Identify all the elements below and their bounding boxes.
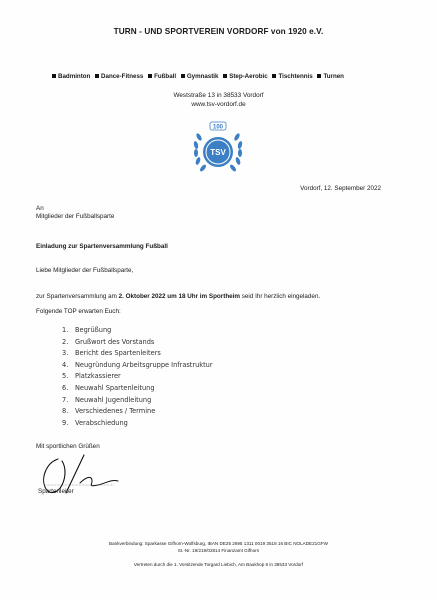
signer-role: Spartenleiter — [38, 488, 74, 495]
sports-list — [51, 73, 346, 80]
invite-prefix: zur Spartenversammlung am — [36, 293, 119, 300]
meeting-datetime: 2. Oktober 2022 um 18 Uhr im Sportheim — [118, 293, 241, 300]
square-bullet-icon — [52, 74, 56, 78]
representative: Vertreten durch die 1. Vorsitzende Torgard Liebich, Am Baukhop 6 in 38533 Vordorf — [133, 562, 304, 567]
agenda-item: 7. Neuwahl Jugendleitung — [62, 395, 152, 404]
salutation: Liebe Mitglieder der Fußballsparte, — [36, 267, 134, 274]
agenda-item: 3. Bericht des Spartenleiters — [62, 349, 161, 358]
tax-number: St.-Nr. 19/219/02814 Finanzamt Gifhorn — [177, 548, 260, 553]
logo-badge-text: 100 — [212, 124, 224, 131]
club-address: Weststraße 13 in 38533 Vordorf — [173, 92, 264, 99]
agenda-item: 1. Begrüßung — [62, 326, 112, 334]
subject-line: Einladung zur Spartenversammlung Fußball — [36, 243, 168, 250]
square-bullet-icon — [95, 74, 99, 78]
sport-item: Turnen — [316, 73, 344, 80]
sport-item: Fußball — [147, 73, 176, 80]
sport-item: Tischtennis — [271, 73, 312, 80]
agenda-item: 8. Verschiedenes / Termine — [62, 407, 156, 416]
club-website: www.tsv-vordorf.de — [191, 101, 246, 108]
place-date: Vordorf, 12. September 2022 — [300, 185, 381, 192]
sport-item: Dance-Fitness — [94, 73, 143, 80]
closing: Mit sportlichen Grüßen — [36, 443, 100, 450]
bank-details: Bankverbindung: Sparkasse Gifhorn-Wolfsburg, IBAN DE25 2695 1311 0019 3518 16 BIC NOLADE21GFW — [109, 541, 328, 546]
invite-suffix: seid Ihr herzlich eingeladen. — [240, 293, 321, 300]
square-bullet-icon — [148, 74, 152, 78]
square-bullet-icon — [317, 74, 321, 78]
club-name: TURN - UND SPORTVEREIN VORDORF von 1920 e.V. — [113, 27, 324, 36]
square-bullet-icon — [272, 74, 276, 78]
agenda-item: 6. Neuwahl Spartenleitung — [62, 383, 155, 392]
agenda-intro: Folgende TOP erwarten Euch: — [36, 308, 121, 315]
recipient: Mitglieder der Fußballsparte — [36, 213, 115, 220]
logo-text: TSV — [210, 148, 226, 157]
club-logo — [190, 121, 246, 179]
invitation-sentence — [36, 293, 320, 300]
agenda-item: 4. Neugründung Arbeitsgruppe Infrastruktur — [62, 360, 213, 369]
to-label: An — [36, 205, 44, 212]
agenda-list — [62, 325, 213, 429]
agenda-item: 9. Verabschiedung — [62, 418, 128, 427]
agenda-item: 5. Platzkassierer — [62, 372, 121, 381]
square-bullet-icon — [223, 74, 227, 78]
square-bullet-icon — [181, 74, 185, 78]
sport-item: Step-Aerobic — [222, 73, 268, 80]
sport-item: Badminton — [51, 73, 90, 80]
sport-item: Gymnastik — [180, 73, 219, 80]
agenda-item: 2. Grußwort des Vorstands — [62, 337, 155, 346]
